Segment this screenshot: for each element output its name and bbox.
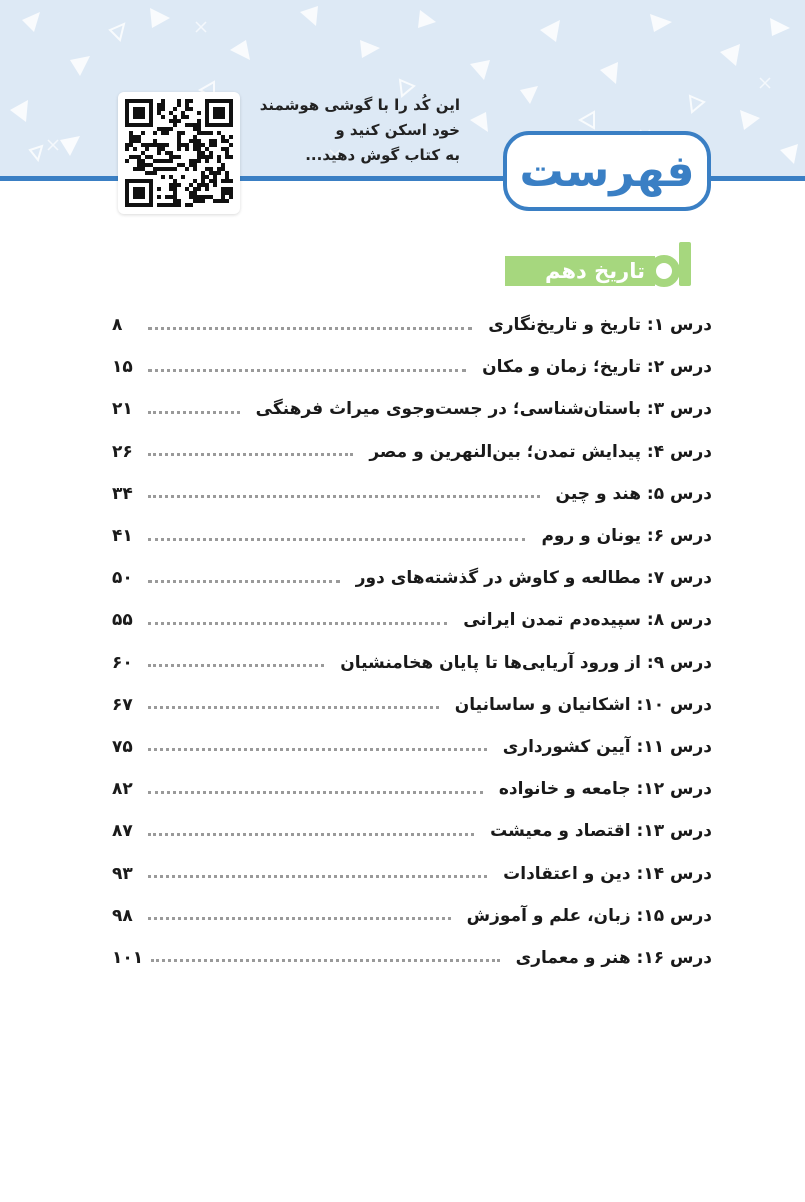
toc-entry-page: ۸۲ (112, 779, 133, 800)
toc-entry-label: درس ۵: هند و چین (555, 483, 712, 504)
toc-entry-label: درس ۴: پیدایش تمدن؛ بین‌النهرین و مصر (369, 441, 712, 462)
toc-entry-label: درس ۱: تاریخ و تاریخ‌نگاری (488, 315, 712, 336)
toc-entry-label: درس ۱۴: دین و اعتقادات (503, 863, 712, 884)
dot-leader (148, 706, 439, 709)
dot-leader (148, 580, 340, 583)
toc-entry-page: ۵۵ (112, 610, 133, 631)
toc-entry-page: ۱۰۱ (112, 947, 144, 968)
toc-entry-label: درس ۱۶: هنر و معماری (515, 947, 712, 968)
dot-leader (148, 833, 474, 836)
toc-entry-page: ۴۱ (112, 526, 133, 547)
toc-entry[interactable] (112, 599, 712, 641)
toc-entry[interactable] (112, 557, 712, 599)
toc-entry[interactable] (112, 937, 712, 979)
toc-entry[interactable] (112, 895, 712, 937)
dot-leader (151, 959, 500, 962)
toc-entry-page: ۸۷ (112, 821, 133, 842)
toc-entry-label: درس ۱۳: اقتصاد و معیشت (490, 821, 712, 842)
toc-entry-page: ۲۶ (112, 441, 133, 462)
dot-leader (148, 495, 540, 498)
toc-entry-page: ۶۷ (112, 694, 133, 715)
toc-entry[interactable] (112, 515, 712, 557)
toc-entry-page: ۱۵ (112, 357, 133, 378)
toc-entry-label: درس ۳: باستان‌شناسی؛ در جست‌وجوی میراث فرهنگی (255, 399, 712, 420)
dot-leader (148, 369, 466, 372)
toc-entry-label: درس ۸: سپیده‌دم تمدن ایرانی (463, 610, 712, 631)
toc-entry[interactable] (112, 346, 712, 388)
dot-leader (148, 453, 353, 456)
toc-entry-label: درس ۱۲: جامعه و خانواده (498, 779, 712, 800)
toc-entry-label: درس ۶: یونان و روم (541, 526, 712, 547)
qr-instruction-line: خود اسکن کنید و (335, 121, 460, 139)
qr-code-card[interactable] (118, 92, 240, 214)
toc-entry[interactable] (112, 726, 712, 768)
toc-entry[interactable] (112, 810, 712, 852)
qr-instruction-line: به کتاب گوش دهید... (305, 146, 460, 164)
dot-leader (148, 327, 472, 330)
page-title: فهرست (519, 145, 695, 197)
toc-entry-page: ۹۸ (112, 905, 133, 926)
section-title: تاریخ دهم (545, 259, 645, 283)
toc-entry-label: درس ۲: تاریخ؛ زمان و مکان (482, 357, 712, 378)
toc-entry[interactable] (112, 684, 712, 726)
toc-entry[interactable] (112, 768, 712, 810)
toc-entry-page: ۸ (112, 315, 123, 336)
dot-leader (148, 917, 451, 920)
qr-code-icon (125, 99, 233, 207)
dot-leader (148, 538, 525, 541)
qr-instruction (250, 93, 460, 168)
toc-entry[interactable] (112, 852, 712, 894)
toc-entry-label: درس ۹: از ورود آریایی‌ها تا پایان هخامنشیان (340, 652, 712, 673)
toc-entry[interactable] (112, 388, 712, 430)
section-header (503, 236, 713, 292)
toc-entry-page: ۹۳ (112, 863, 133, 884)
toc-entry-label: درس ۱۱: آیین کشورداری (502, 736, 712, 757)
toc-entry[interactable] (112, 642, 712, 684)
dot-leader (148, 791, 483, 794)
qr-instruction-line: این کُد را با گوشی هوشمند (259, 96, 460, 114)
dot-leader (148, 875, 487, 878)
page-title-box (503, 131, 711, 211)
toc-entry[interactable] (112, 473, 712, 515)
toc-entry-label: درس ۷: مطالعه و کاوش در گذشته‌های دور (355, 568, 712, 589)
toc-entry-page: ۷۵ (112, 736, 133, 757)
toc-entry-page: ۲۱ (112, 399, 133, 420)
dot-leader (148, 748, 487, 751)
table-of-contents (112, 304, 712, 979)
toc-entry-page: ۶۰ (112, 652, 133, 673)
dot-leader (148, 411, 240, 414)
toc-entry-page: ۵۰ (112, 568, 133, 589)
toc-entry-label: درس ۱۰: اشکانیان و ساسانیان (454, 694, 712, 715)
toc-entry[interactable] (112, 431, 712, 473)
section-number (645, 236, 713, 292)
dot-leader (148, 664, 324, 667)
toc-entry[interactable] (112, 304, 712, 346)
toc-entry-page: ۳۴ (112, 483, 133, 504)
dot-leader (148, 622, 447, 625)
toc-entry-label: درس ۱۵: زبان، علم و آموزش (466, 905, 712, 926)
